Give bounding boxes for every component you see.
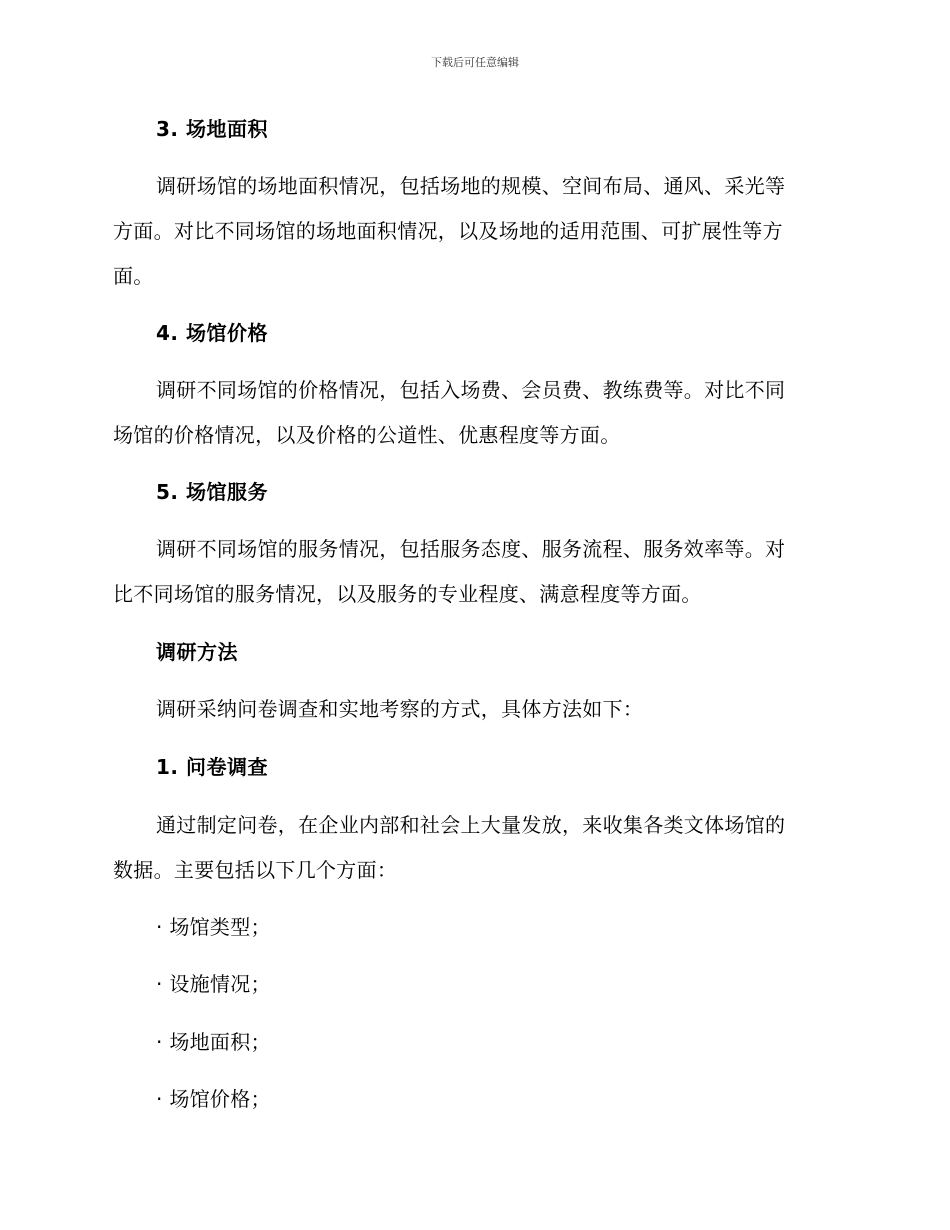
section-heading-price: 4. 场馆价格 bbox=[156, 321, 268, 345]
list-item: · 场馆价格； bbox=[156, 1087, 271, 1111]
paragraph-line: 面。 bbox=[113, 264, 154, 288]
paragraph-line: 数据。主要包括以下几个方面： bbox=[113, 858, 398, 882]
paragraph-line: 调研场馆的场地面积情况，包括场地的规模、空间布局、通风、采光等 bbox=[156, 174, 786, 198]
list-item: · 场馆类型； bbox=[156, 915, 271, 939]
paragraph-line: 比不同场馆的服务情况，以及服务的专业程度、满意程度等方面。 bbox=[113, 582, 702, 606]
section-heading-service: 5. 场馆服务 bbox=[156, 480, 268, 504]
paragraph-line: 通过制定问卷，在企业内部和社会上大量发放，来收集各类文体场馆的 bbox=[156, 813, 786, 837]
section-heading-method: 调研方法 bbox=[156, 640, 238, 664]
page-header: 下载后可任意编辑 bbox=[431, 56, 519, 69]
list-item: · 设施情况； bbox=[156, 972, 271, 996]
paragraph-line: 调研不同场馆的价格情况，包括入场费、会员费、教练费等。对比不同 bbox=[156, 378, 786, 402]
paragraph-line: 方面。对比不同场馆的场地面积情况，以及场地的适用范围、可扩展性等方 bbox=[113, 219, 783, 243]
paragraph-line: 调研采纳问卷调查和实地考察的方式，具体方法如下： bbox=[156, 697, 644, 721]
section-heading-survey: 1. 问卷调查 bbox=[156, 755, 268, 779]
paragraph-line: 场馆的价格情况，以及价格的公道性、优惠程度等方面。 bbox=[113, 423, 621, 447]
list-item: · 场地面积； bbox=[156, 1030, 271, 1054]
section-heading-area: 3. 场地面积 bbox=[156, 117, 268, 141]
paragraph-line: 调研不同场馆的服务情况，包括服务态度、服务流程、服务效率等。对 bbox=[156, 537, 786, 561]
